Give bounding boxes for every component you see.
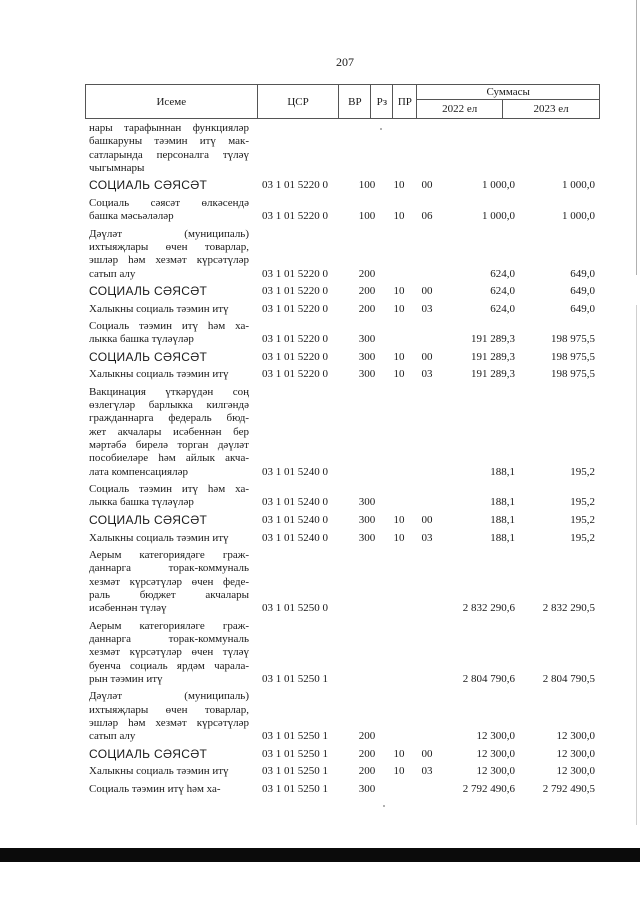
header-vr: ВР [339,85,371,119]
cell-y2022: 191 289,3 [471,333,515,346]
table-row [0,514,640,527]
cell-y2022: 2 792 490,6 [462,782,515,795]
table-row [0,179,640,192]
row-name-line: Социаль тәэмин итү һәм ха- [89,782,221,795]
cell-y2023: 198 975,5 [551,350,595,363]
cell-csr: 03 1 01 5250 1 [262,747,328,760]
table-row [0,532,640,545]
row-name-line: Халыкны социаль тәэмин итү [89,302,229,315]
row-name [89,549,249,615]
cell-vr: 100 [358,210,376,223]
row-name-line: Дәүләт (муниципаль) [89,690,249,703]
table-row [0,368,640,381]
cell-vr: 300 [358,333,376,346]
cell-y2022: 12 300,0 [476,747,515,760]
row-name [89,748,249,761]
cell-rz: 10 [393,765,405,778]
row-name-line: Аерым категориядәге граж- [89,549,249,561]
cell-csr: 03 1 01 5220 0 [262,285,328,298]
cell-y2022: 624,0 [490,285,515,298]
cell-vr: 200 [358,747,376,760]
table-row [0,690,640,743]
cell-csr: 03 1 01 5220 0 [262,302,328,315]
cell-pr: 00 [421,350,433,363]
row-name-line: чыгымнары [89,161,145,174]
cell-rz: 10 [393,368,405,381]
row-name [89,197,249,224]
cell-y2023: 649,0 [570,285,595,298]
row-name [89,285,249,298]
cell-y2022: 2 832 290,6 [462,602,515,615]
row-name-line: Халыкны социаль тәэмин итү [89,368,229,381]
page-number: 207 [336,55,354,69]
row-name-line: жет акчалары исәбеннән бер [89,425,249,438]
cell-pr: 06 [421,210,433,223]
row-name-line: СОЦИАЛЬ СӘЯСӘТ [89,179,208,193]
cell-y2022: 188,1 [490,531,515,544]
cell-y2023: 1 000,0 [562,179,595,192]
cell-csr: 03 1 01 5250 1 [262,782,328,795]
cell-y2022: 191 289,3 [471,368,515,381]
row-name-line: сатып алу [89,267,136,280]
cell-vr: 200 [358,285,376,298]
cell-csr: 03 1 01 5250 1 [262,765,328,778]
table-row [0,320,640,347]
cell-vr: 200 [358,302,376,315]
row-name-line: Вакцинация үткәрүдән соң [89,385,249,398]
cell-rz: 10 [393,179,405,192]
cell-y2022: 624,0 [490,302,515,315]
cell-y2023: 12 300,0 [556,765,595,778]
cell-csr: 03 1 01 5220 0 [262,179,328,192]
cell-vr: 300 [358,782,376,795]
table-row [0,303,640,316]
cell-y2022: 191 289,3 [471,350,515,363]
row-name [89,783,249,796]
row-name-line: эшләр һәм хезмәт күрсәтүләр [89,254,249,267]
row-name-line: буенча социаль ярдәм чарала- [89,659,249,672]
row-name-line: эшләр һәм хезмәт күрсәтүләр [89,716,249,729]
row-name-line: Социаль сәясәт өлкәсендә [89,196,249,209]
cell-vr: 300 [358,368,376,381]
table-row [0,228,640,281]
table-row [0,386,640,479]
cell-y2023: 2 792 490,5 [542,782,595,795]
cell-csr: 03 1 01 5220 0 [262,333,328,346]
row-name-line: лыкка башка түләүләр [89,333,194,346]
table-row [0,122,640,175]
cell-vr: 300 [358,514,376,526]
cell-csr: 03 1 01 5220 0 [262,267,328,280]
cell-pr: 03 [421,368,433,381]
row-name [89,122,249,175]
cell-rz: 10 [393,514,405,526]
row-name-line: СОЦИАЛЬ СӘЯСӘТ [89,747,208,761]
row-name-line: хезмәт күрсәтүләр өчен түләү [89,646,249,659]
row-name [89,765,249,778]
row-name [89,690,249,743]
row-name-line: ихтыяҗлары өчен товарлар, [89,240,249,253]
table-header [85,84,600,119]
cell-vr: 200 [358,765,376,778]
row-name-line: исәбеннән түләү [89,602,167,615]
cell-y2022: 188,1 [490,514,515,526]
row-name-line: даннарга торак-коммуналь [89,562,249,575]
cell-y2023: 198 975,5 [551,333,595,346]
cell-pr: 00 [421,285,433,298]
row-name [89,386,249,479]
table-row [0,620,640,687]
cell-y2022: 188,1 [490,465,515,478]
cell-rz: 10 [393,210,405,223]
cell-vr: 300 [358,350,376,363]
row-name-line: лата компенсацияләр [89,465,188,478]
row-name-line: СОЦИАЛЬ СӘЯСӘТ [89,514,208,527]
cell-vr: 300 [358,531,376,544]
row-name-line: нары тарафыннан функцияләр [89,122,249,134]
cell-pr: 00 [421,514,433,526]
row-name [89,303,249,316]
cell-csr: 03 1 01 5240 0 [262,514,328,526]
row-name-line: СОЦИАЛЬ СӘЯСӘТ [89,285,208,299]
row-name-line: гражданнарга федераль бюд- [89,412,249,425]
cell-y2022: 12 300,0 [476,765,515,778]
row-name-line: Дәүләт (муниципаль) [89,227,249,240]
cell-y2022: 1 000,0 [482,210,515,223]
cell-y2023: 12 300,0 [556,730,595,743]
cell-csr: 03 1 01 5250 1 [262,672,328,685]
cell-csr: 03 1 01 5220 0 [262,210,328,223]
row-name-line: пособиеләре һәм айлык акча- [89,452,249,465]
header-name: Исеме [86,85,258,119]
cell-vr: 200 [358,267,376,280]
cell-csr: 03 1 01 5220 0 [262,350,328,363]
table-row [0,483,640,510]
cell-csr: 03 1 01 5240 0 [262,531,328,544]
cell-pr: 00 [421,747,433,760]
row-name [89,228,249,281]
cell-vr: 300 [358,496,376,509]
cell-y2023: 12 300,0 [556,747,595,760]
header-year-2022: 2022 ел [417,100,503,119]
header-sums: Суммасы [417,85,600,100]
cell-rz: 10 [393,350,405,363]
cell-vr: 100 [358,179,376,192]
row-name-line: даннарга торак-коммуналь [89,632,249,645]
scan-border-bar [0,848,640,862]
header-year-2023: 2023 ел [503,100,600,119]
row-name [89,514,249,527]
cell-y2023: 198 975,5 [551,368,595,381]
cell-csr: 03 1 01 5250 1 [262,730,328,743]
cell-y2023: 195,2 [570,514,595,526]
row-name-line: башка мәсьәләләр [89,210,174,223]
cell-y2023: 649,0 [570,302,595,315]
row-name-line: лыкка башка түләүләр [89,496,194,509]
row-name-line: Социаль тәэмин итү һәм ха- [89,483,249,496]
row-name [89,320,249,347]
cell-y2023: 195,2 [570,465,595,478]
row-name-line: хезмәт күрсәтүләр өчен феде- [89,575,249,588]
row-name-line: башкаруны тәэмин итү мак- [89,135,249,148]
table-row [0,765,640,778]
row-name [89,620,249,686]
cell-rz: 10 [393,285,405,298]
cell-y2022: 12 300,0 [476,730,515,743]
row-name-line: Аерым категорияләге граж- [89,619,249,632]
row-name [89,532,249,545]
row-name-line: ихтыяҗлары өчен товарлар, [89,703,249,716]
cell-y2022: 188,1 [490,496,515,509]
cell-csr: 03 1 01 5250 0 [262,602,328,615]
cell-pr: 03 [421,765,433,778]
cell-csr: 03 1 01 5220 0 [262,368,328,381]
row-name-line: Халыкны социаль тәэмин итү [89,765,229,778]
cell-rz: 10 [393,302,405,315]
table-row [0,549,640,616]
cell-y2023: 649,0 [570,267,595,280]
row-name-line: СОЦИАЛЬ СӘЯСӘТ [89,350,208,364]
row-name [89,368,249,381]
table-row [0,197,640,224]
row-name [89,351,249,364]
table-row [0,783,640,796]
cell-y2023: 2 832 290,5 [542,602,595,615]
cell-csr: 03 1 01 5240 0 [262,496,328,509]
table-row [0,748,640,761]
cell-rz: 10 [393,747,405,760]
row-name-line: раль бюджет акчалары [89,588,249,601]
cell-y2023: 195,2 [570,496,595,509]
row-name-line: сатларында персоналга түләү [89,148,249,161]
row-name-line: рын тәэмин итү [89,672,163,685]
row-name [89,483,249,510]
row-name-line: Социаль тәэмин итү һәм ха- [89,320,249,333]
row-name-line: сатып алу [89,730,136,743]
cell-pr: 03 [421,531,433,544]
scan-speck [383,805,385,807]
cell-y2023: 2 804 790,5 [542,672,595,685]
cell-y2022: 2 804 790,6 [462,672,515,685]
header-csr: ЦСР [257,85,339,119]
table-row [0,285,640,298]
scan-speck [380,128,382,130]
cell-csr: 03 1 01 5240 0 [262,465,328,478]
header-rz: Рз [371,85,393,119]
cell-rz: 10 [393,531,405,544]
cell-vr: 200 [358,730,376,743]
row-name-line: өзлегүләр барлыкка килгәндә [89,399,249,412]
cell-y2023: 195,2 [570,531,595,544]
cell-pr: 03 [421,302,433,315]
cell-y2022: 624,0 [490,267,515,280]
cell-y2022: 1 000,0 [482,179,515,192]
header-pr: ПР [393,85,417,119]
row-name [89,179,249,192]
table-row [0,351,640,364]
row-name-line: Халыкны социаль тәэмин итү [89,531,229,544]
row-name-line: мәртәбә бирелә торган дәүләт [89,439,249,452]
cell-y2023: 1 000,0 [562,210,595,223]
cell-pr: 00 [421,179,433,192]
